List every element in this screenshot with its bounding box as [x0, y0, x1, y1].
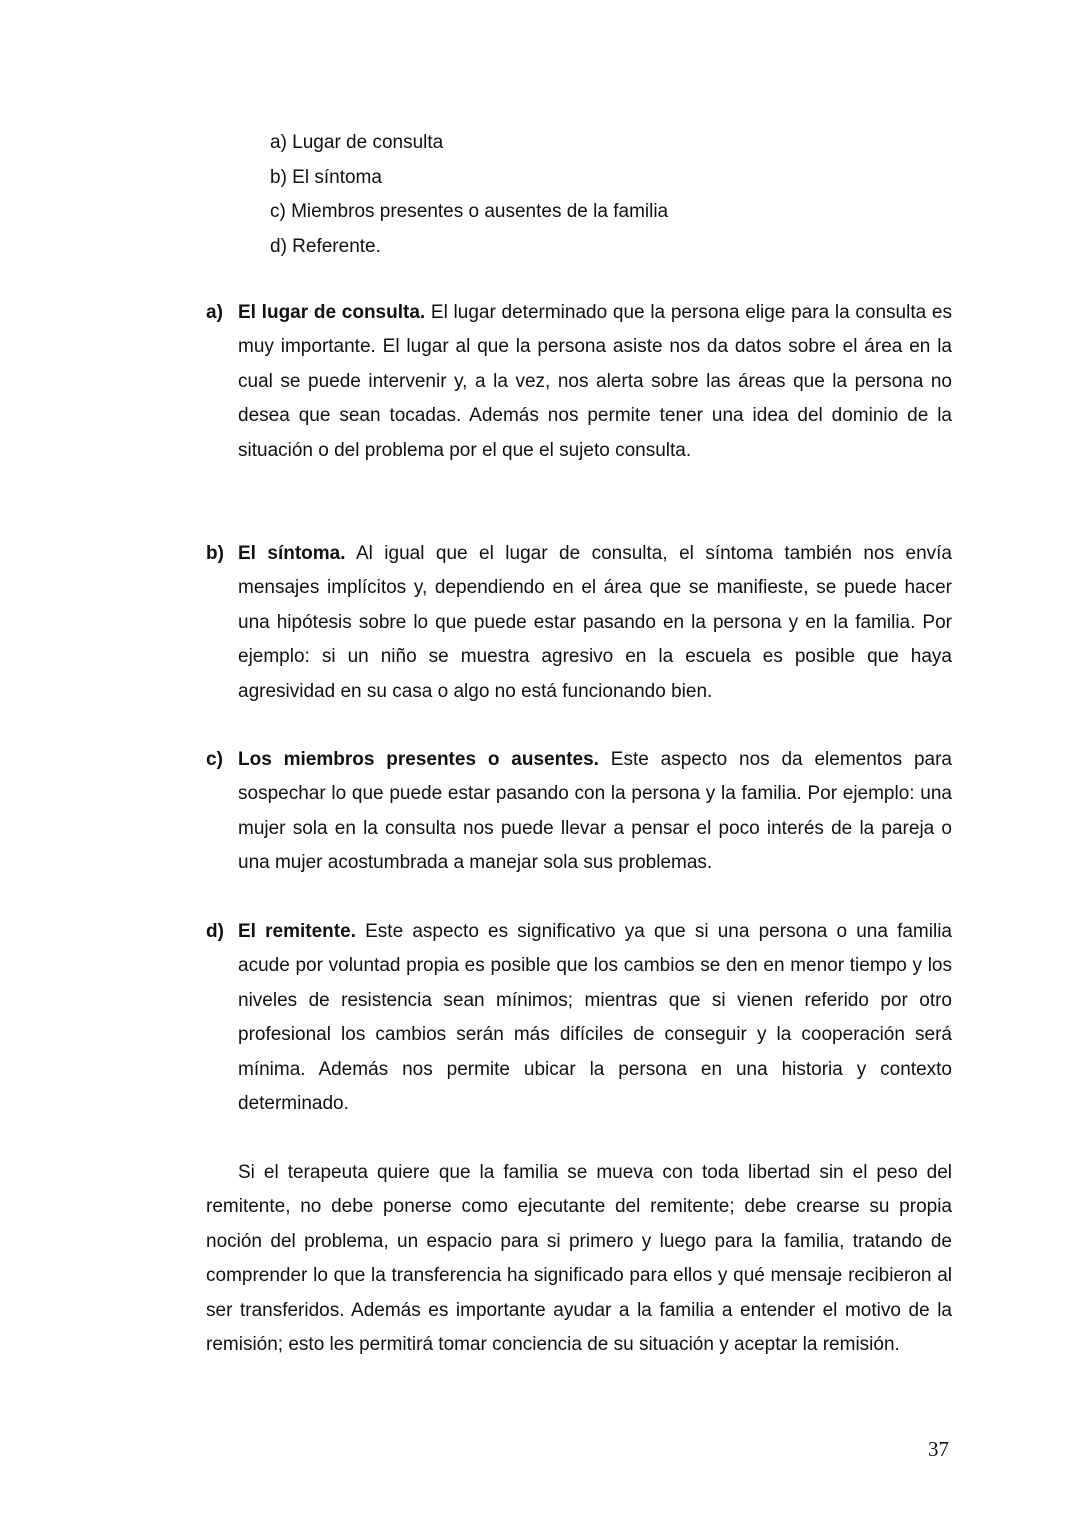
- section-marker: d): [206, 921, 224, 942]
- section-remitente: [206, 915, 952, 1121]
- section-lead: Los miembros presentes o ausentes.: [238, 749, 599, 770]
- section-marker: a): [206, 302, 223, 323]
- section-text: Al igual que el lugar de consulta, el síntoma también nos envía mensajes implícitos y, dependiendo en el área que se manifieste, se puede hacer una hipótesis sobre lo que puede estar pasando en la persona y en la familia. Por ejemplo: si un niño se muestra agresivo en la escuela es posible que haya agresividad en su casa o algo no está funcionando bien.: [238, 543, 953, 702]
- page-number: 37: [928, 1437, 949, 1461]
- closing-paragraph: Si el terapeuta quiere que la familia se mueva con toda libertad sin el peso del remitente, no debe ponerse como ejecutante del remitente; debe crearse su propia noción del problema, un espacio para si primero y luego para la familia, tratando de comprender lo que la transferencia ha significado para ellos y qué mensaje recibieron al ser transferidos. Además es importante ayudar a la familia a entender el motivo de la remisión; esto les permitirá tomar conciencia de su situación y aceptar la remisión.: [206, 1162, 952, 1356]
- section-lead: El síntoma.: [238, 543, 346, 564]
- section-body: [238, 743, 952, 881]
- section-text: Este aspecto nos da elementos para sospechar lo que puede estar pasando con la persona y la familia. Por ejemplo: una mujer sola en la consulta nos puede llevar a pensar el poco interés de la pareja o una mujer acostumbrada a manejar sola sus problemas.: [238, 749, 952, 874]
- intro-list: [270, 126, 668, 264]
- intro-list-item: d) Referente.: [270, 235, 381, 257]
- section-marker: c): [206, 749, 223, 770]
- section-body: [238, 296, 952, 468]
- section-text: Este aspecto es significativo ya que si una persona o una familia acude por voluntad propia es posible que los cambios se den en menor tiempo y los niveles de resistencia sean mínimos; mientras que si vienen referido por otro profesional los cambios serán más difíciles de conseguir y la cooperación será mínima. Además nos permite ubicar la persona en una historia y contexto determinado.: [238, 921, 952, 1115]
- intro-list-item: c) Miembros presentes o ausentes de la familia: [270, 201, 669, 222]
- section-lead: El remitente.: [238, 921, 356, 942]
- section-lead: El lugar de consulta.: [238, 302, 426, 323]
- intro-list-item: b) El síntoma: [270, 166, 382, 188]
- section-miembros: [206, 743, 952, 881]
- intro-list-item: a) Lugar de consulta: [270, 132, 444, 153]
- section-text: El lugar determinado que la persona elige para la consulta es muy importante. El lugar al que la persona asiste nos da datos sobre el área en la cual se puede intervenir y, a la vez, nos alerta sobre las áreas que la persona no desea que sean tocadas. Además nos permite tener una idea del dominio de la situación o del problema por el que el sujeto consulta.: [238, 302, 952, 461]
- section-sintoma: [206, 537, 952, 709]
- section-marker: b): [206, 543, 224, 564]
- section-body: [238, 537, 952, 709]
- section-body: [238, 915, 952, 1121]
- section-lugar-de-consulta: [206, 296, 952, 468]
